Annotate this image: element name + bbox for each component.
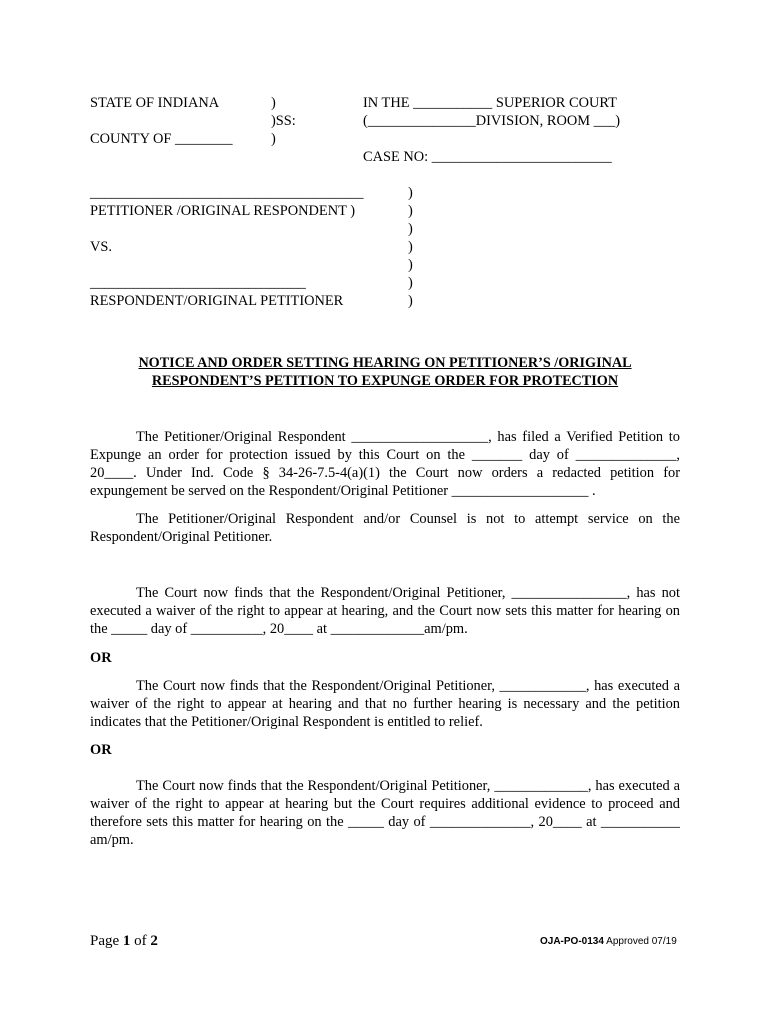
or-separator: OR	[90, 742, 112, 758]
caption-paren: )	[408, 275, 413, 291]
county-label: COUNTY OF ________	[90, 131, 233, 147]
page-of: of	[130, 933, 151, 949]
form-code	[540, 936, 677, 948]
paragraph-text: The Court now finds that the Respondent/Original Petitioner, ____________, has executed a waiver of the right to appear at hearing and that no further hearing is necessary and the petition indicates that the Petitioner/Original Respondent is entitled to relief.	[90, 678, 680, 730]
paragraph-waiver-additional-evidence	[90, 777, 680, 849]
page-total: 2	[150, 933, 158, 949]
caption-paren: )	[271, 131, 276, 147]
form-code-id: OJA-PO-0134	[540, 936, 604, 947]
page-prefix: Page	[90, 933, 123, 949]
caption-paren: )	[408, 239, 413, 255]
versus-label: VS.	[90, 239, 112, 255]
or-separator: OR	[90, 650, 112, 666]
respondent-label: RESPONDENT/ORIGINAL PETITIONER	[90, 293, 344, 309]
document-title-line-2: RESPONDENT’S PETITION TO EXPUNGE ORDER FOR PROTECTION	[151, 373, 619, 389]
paragraph-no-service	[90, 510, 680, 546]
paragraph-waiver-no-hearing	[90, 677, 680, 731]
caption-paren: )	[408, 293, 413, 309]
petitioner-blank: ______________________________________	[90, 185, 364, 201]
caption-paren: )	[408, 221, 413, 237]
page-current: 1	[122, 933, 131, 949]
paragraph-petition-filed	[90, 428, 680, 500]
paragraph-text: The Court now finds that the Respondent/Original Petitioner, ________________, has not executed a waiver of the right to appear at hearing, and the Court now sets this matter for hearing on the _____ day of __________, 20____ at _____________am/pm.	[90, 585, 680, 637]
court-line-2: (_______________DIVISION, ROOM ___)	[363, 113, 621, 129]
paragraph-text: The Petitioner/Original Respondent and/or Counsel is not to attempt service on the Respondent/Original Petitioner.	[90, 511, 680, 545]
case-number: CASE NO: _________________________	[363, 149, 612, 165]
form-approved-date: Approved 07/19	[603, 936, 677, 947]
paragraph-text: The Court now finds that the Respondent/Original Petitioner, _____________, has executed a waiver of the right to appear at hearing but the Court requires additional evidence to proceed and therefore sets this matter for hearing on the _____ day of ______________, 20____ at ___________ am/pm.	[90, 778, 680, 848]
caption-paren: )	[408, 185, 413, 201]
paragraph-text: The Petitioner/Original Respondent ___________________, has filed a Verified Petition to Expunge an order for protection issued by this Court on the _______ day of ______________, 20____. Under Ind. Code § 34-26-7.5-4(a)(1) the Court now orders a redacted petition for expungement be served on the Respondent/Original Petitioner ___________________ .	[90, 429, 680, 499]
court-line-1: IN THE ___________ SUPERIOR COURT	[363, 95, 617, 111]
caption-paren: )	[271, 95, 276, 111]
ss-label: )SS:	[271, 113, 296, 129]
caption-paren: )	[408, 257, 413, 273]
state-label: STATE OF INDIANA	[90, 95, 220, 111]
page-number	[90, 932, 158, 950]
petitioner-label: PETITIONER /ORIGINAL RESPONDENT )	[90, 203, 356, 219]
document-title-line-1: NOTICE AND ORDER SETTING HEARING ON PETITIONER’S /ORIGINAL	[138, 355, 632, 371]
paragraph-hearing-set	[90, 584, 680, 638]
respondent-blank: ______________________________	[90, 275, 306, 291]
caption-paren: )	[408, 203, 413, 219]
